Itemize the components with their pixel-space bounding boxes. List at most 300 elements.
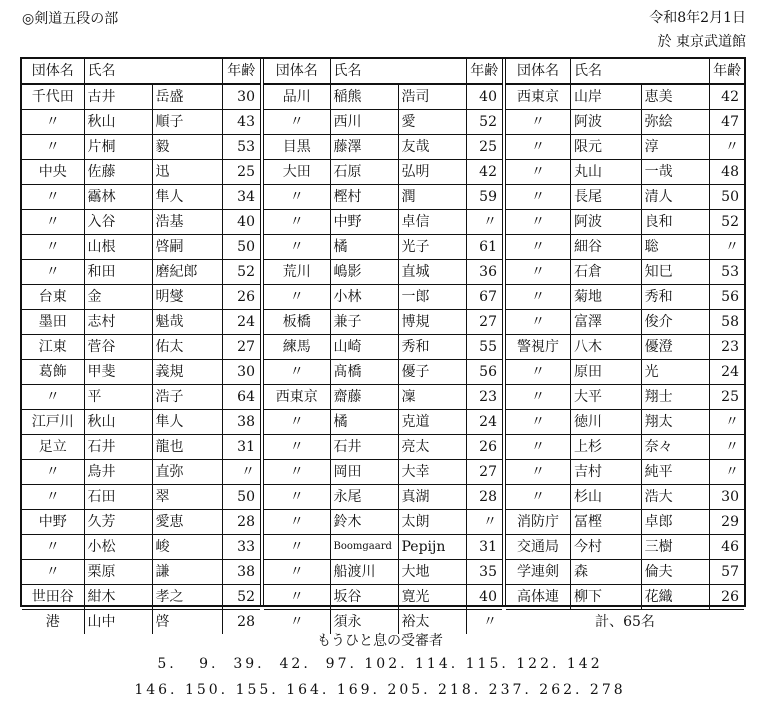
- group-cell: 葛飾: [22, 360, 84, 385]
- group-cell: 〃: [264, 535, 330, 560]
- table-row: [264, 410, 502, 435]
- table-row: [264, 135, 502, 160]
- given-name-cell: 磨紀郎: [152, 260, 222, 285]
- surname-cell: 杉山: [571, 485, 642, 510]
- surname-cell: 今村: [571, 535, 642, 560]
- group-cell: 〃: [506, 235, 571, 260]
- age-cell: 46: [710, 535, 744, 560]
- given-name-cell: 聡: [641, 235, 710, 260]
- age-cell: 26: [466, 435, 502, 460]
- group-cell: 〃: [22, 110, 84, 135]
- table-row: [264, 460, 502, 485]
- table-row: [264, 485, 502, 510]
- table-row: [506, 310, 744, 335]
- age-cell: 40: [466, 585, 502, 610]
- age-cell: 53: [222, 135, 260, 160]
- table-row: [22, 435, 260, 460]
- table-row: [506, 560, 744, 585]
- group-cell: 江東: [22, 335, 84, 360]
- surname-cell: 栗原: [84, 560, 152, 585]
- surname-cell: 石井: [330, 435, 398, 460]
- age-cell: 31: [466, 535, 502, 560]
- group-cell: 〃: [22, 460, 84, 485]
- age-cell: 27: [466, 460, 502, 485]
- surname-cell: 入谷: [84, 210, 152, 235]
- table-row: [506, 185, 744, 210]
- age-cell: 〃: [710, 410, 744, 435]
- table-row: [264, 285, 502, 310]
- age-cell: 61: [466, 235, 502, 260]
- given-name-cell: 謙: [152, 560, 222, 585]
- given-name-cell: 直城: [398, 260, 466, 285]
- age-cell: 40: [466, 84, 502, 110]
- given-name-cell: 弥絵: [641, 110, 710, 135]
- group-cell: 〃: [506, 185, 571, 210]
- surname-cell: 鳥井: [84, 460, 152, 485]
- group-cell: 西東京: [506, 84, 571, 110]
- table-row: [264, 160, 502, 185]
- given-name-cell: 峻: [152, 535, 222, 560]
- table-row: [506, 510, 744, 535]
- table-row: [506, 585, 744, 610]
- table-row: [22, 385, 260, 410]
- surname-cell: 稲熊: [330, 84, 398, 110]
- table-row: [506, 235, 744, 260]
- age-cell: 64: [222, 385, 260, 410]
- table-row: [264, 535, 502, 560]
- surname-cell: 金: [84, 285, 152, 310]
- group-cell: 〃: [22, 385, 84, 410]
- given-name-cell: 翠: [152, 485, 222, 510]
- given-name-cell: 浩基: [152, 210, 222, 235]
- group-cell: 目黒: [264, 135, 330, 160]
- given-name-cell: 愛恵: [152, 510, 222, 535]
- group-cell: 〃: [264, 110, 330, 135]
- group-cell: 〃: [264, 285, 330, 310]
- table-row: [264, 110, 502, 135]
- table-row: [264, 310, 502, 335]
- surname-cell: 小松: [84, 535, 152, 560]
- table-row: [506, 485, 744, 510]
- surname-cell: 髙橋: [330, 360, 398, 385]
- age-cell: 59: [466, 185, 502, 210]
- surname-cell: 兼子: [330, 310, 398, 335]
- surname-cell: 紺木: [84, 585, 152, 610]
- given-name-cell: 隼人: [152, 410, 222, 435]
- given-name-cell: 魁哉: [152, 310, 222, 335]
- group-cell: 〃: [264, 560, 330, 585]
- age-cell: 55: [466, 335, 502, 360]
- table-row: [264, 560, 502, 585]
- age-cell: 38: [222, 410, 260, 435]
- age-cell: 〃: [710, 235, 744, 260]
- surname-cell: 橘: [330, 410, 398, 435]
- given-name-cell: 克道: [398, 410, 466, 435]
- age-cell: 67: [466, 285, 502, 310]
- group-cell: 〃: [506, 285, 571, 310]
- given-name-cell: 明燮: [152, 285, 222, 310]
- given-name-cell: 光子: [398, 235, 466, 260]
- surname-cell: 森: [571, 560, 642, 585]
- given-name-cell: 卓郎: [641, 510, 710, 535]
- surname-cell: 佐藤: [84, 160, 152, 185]
- table-row: [506, 410, 744, 435]
- table-row: [264, 335, 502, 360]
- group-cell: 〃: [264, 210, 330, 235]
- table-row: [506, 210, 744, 235]
- header-group: 団体名: [506, 59, 571, 84]
- surname-cell: 西川: [330, 110, 398, 135]
- table-row: [22, 260, 260, 285]
- surname-cell: 阿波: [571, 110, 642, 135]
- table-row: [264, 260, 502, 285]
- given-name-cell: 毅: [152, 135, 222, 160]
- group-cell: 〃: [264, 235, 330, 260]
- age-cell: 〃: [483, 614, 497, 630]
- table-row: [22, 360, 260, 385]
- total-count: 計、65名: [595, 614, 655, 630]
- age-cell: 38: [222, 560, 260, 585]
- group-cell: 〃: [22, 135, 84, 160]
- given-name-cell: 凜: [398, 385, 466, 410]
- given-name-cell: 秀和: [641, 285, 710, 310]
- age-cell: 26: [710, 585, 744, 610]
- surname-cell: 徳川: [571, 410, 642, 435]
- age-cell: 〃: [710, 460, 744, 485]
- age-cell: 57: [710, 560, 744, 585]
- surname-cell: 丸山: [571, 160, 642, 185]
- surname-cell: 石原: [330, 160, 398, 185]
- given-name-cell: 大地: [398, 560, 466, 585]
- table-row: [264, 360, 502, 385]
- group-cell: 〃: [264, 610, 330, 635]
- table-row: [22, 310, 260, 335]
- surname-cell: 細谷: [571, 235, 642, 260]
- age-cell: 43: [222, 110, 260, 135]
- group-cell: 世田谷: [22, 585, 84, 610]
- table-row: [506, 435, 744, 460]
- age-cell: 26: [222, 285, 260, 310]
- group-cell: 板橋: [264, 310, 330, 335]
- age-cell: 24: [466, 410, 502, 435]
- table-row: [506, 360, 744, 385]
- group-cell: 警視庁: [506, 335, 571, 360]
- header-age: 年齢: [710, 59, 744, 84]
- header-name: 氏名: [571, 59, 710, 84]
- group-cell: 学連剣: [506, 560, 571, 585]
- group-cell: 〃: [22, 185, 84, 210]
- surname-cell: Boomgaard: [330, 535, 398, 560]
- surname-cell: 大平: [571, 385, 642, 410]
- given-name-cell: 倫夫: [641, 560, 710, 585]
- group-cell: 〃: [506, 485, 571, 510]
- table-row: [22, 160, 260, 185]
- surname-cell: 須永: [330, 610, 398, 635]
- table-row: [264, 84, 502, 110]
- surname-cell: 和田: [84, 260, 152, 285]
- given-name-cell: 一哉: [641, 160, 710, 185]
- table-row: [506, 160, 744, 185]
- age-cell: 27: [222, 335, 260, 360]
- surname-cell: 志村: [84, 310, 152, 335]
- age-cell: 30: [710, 485, 744, 510]
- group-cell: 〃: [506, 110, 571, 135]
- table-row: [22, 84, 260, 110]
- group-cell: 〃: [506, 310, 571, 335]
- given-name-cell: 博規: [398, 310, 466, 335]
- age-cell: 25: [710, 385, 744, 410]
- surname-cell: 嶋影: [330, 260, 398, 285]
- age-cell: 53: [710, 260, 744, 285]
- given-name-cell: 花織: [641, 585, 710, 610]
- header-name: 氏名: [330, 59, 466, 84]
- surname-cell: 柳下: [571, 585, 642, 610]
- age-cell: 〃: [710, 135, 744, 160]
- table-row: [506, 535, 744, 560]
- age-cell: 50: [222, 485, 260, 510]
- group-cell: 〃: [264, 185, 330, 210]
- table-row: [506, 260, 744, 285]
- group-cell: 交通局: [506, 535, 571, 560]
- given-name-cell: 光: [641, 360, 710, 385]
- surname-cell: 永尾: [330, 485, 398, 510]
- group-cell: 〃: [506, 160, 571, 185]
- given-name-cell: 浩大: [641, 485, 710, 510]
- panel-1-body: [22, 59, 260, 634]
- surname-cell: 鈴木: [330, 510, 398, 535]
- surname-cell: 山中: [84, 610, 152, 635]
- group-cell: 〃: [22, 210, 84, 235]
- age-cell: 28: [222, 510, 260, 535]
- given-name-cell: 順子: [152, 110, 222, 135]
- age-cell: 56: [466, 360, 502, 385]
- header-name: 氏名: [84, 59, 222, 84]
- age-cell: 50: [710, 185, 744, 210]
- group-cell: 千代田: [22, 84, 84, 110]
- group-cell: 消防庁: [506, 510, 571, 535]
- table-row: [506, 385, 744, 410]
- results-panel-2: [264, 59, 506, 630]
- group-cell: 西東京: [264, 385, 330, 410]
- group-cell: 〃: [264, 410, 330, 435]
- given-name-cell: 愛: [398, 110, 466, 135]
- surname-cell: 齋藤: [330, 385, 398, 410]
- age-cell: 27: [466, 310, 502, 335]
- given-name-cell: 秀和: [398, 335, 466, 360]
- given-name-cell: 啓: [152, 610, 222, 635]
- given-name-cell: 義規: [152, 360, 222, 385]
- surname-cell: 上杉: [571, 435, 642, 460]
- group-cell: 足立: [22, 435, 84, 460]
- given-name-cell: 恵美: [641, 84, 710, 110]
- given-name-cell: 翔士: [641, 385, 710, 410]
- age-cell: 〃: [710, 435, 744, 460]
- table-row: [506, 84, 744, 110]
- surname-cell: 靍林: [84, 185, 152, 210]
- exam-date: 令和8年2月1日: [649, 10, 746, 26]
- given-name-cell: 弘明: [398, 160, 466, 185]
- surname-cell: 中野: [330, 210, 398, 235]
- table-row: [22, 285, 260, 310]
- age-cell: 52: [466, 110, 502, 135]
- age-cell: 25: [466, 135, 502, 160]
- given-name-cell: 一郎: [398, 285, 466, 310]
- surname-cell: 石倉: [571, 260, 642, 285]
- age-cell: 48: [710, 160, 744, 185]
- group-cell: 〃: [264, 435, 330, 460]
- header-group: 団体名: [264, 59, 330, 84]
- given-name-cell: 岳盛: [152, 84, 222, 110]
- results-panel-3: [506, 59, 744, 630]
- group-cell: 〃: [22, 560, 84, 585]
- retest-numbers-line-1: 5. 9. 39. 42. 97. 102. 114. 115. 122. 142: [157, 656, 603, 672]
- given-name-cell: 翔太: [641, 410, 710, 435]
- age-cell: 28: [237, 614, 255, 630]
- table-row: [506, 460, 744, 485]
- surname-cell: 冨樫: [571, 510, 642, 535]
- given-name-cell: 卓信: [398, 210, 466, 235]
- header-group: 団体名: [22, 59, 84, 84]
- surname-cell: 片桐: [84, 135, 152, 160]
- age-cell: 〃: [466, 210, 502, 235]
- surname-cell: 小林: [330, 285, 398, 310]
- given-name-cell: 知巳: [641, 260, 710, 285]
- table-row: [22, 110, 260, 135]
- age-cell: 24: [710, 360, 744, 385]
- given-name-cell: 浩子: [152, 385, 222, 410]
- group-cell: 大田: [264, 160, 330, 185]
- surname-cell: 富澤: [571, 310, 642, 335]
- surname-cell: 橘: [330, 235, 398, 260]
- given-name-cell: 奈々: [641, 435, 710, 460]
- given-name-cell: 友哉: [398, 135, 466, 160]
- given-name-cell: 優子: [398, 360, 466, 385]
- age-cell: 42: [710, 84, 744, 110]
- group-cell: 〃: [22, 485, 84, 510]
- age-cell: 23: [710, 335, 744, 360]
- group-cell: 〃: [506, 410, 571, 435]
- given-name-cell: 三樹: [641, 535, 710, 560]
- group-cell: 〃: [506, 360, 571, 385]
- surname-cell: 樫村: [330, 185, 398, 210]
- group-cell: 高体連: [506, 585, 571, 610]
- table-row: [22, 585, 260, 610]
- given-name-cell: 浩司: [398, 84, 466, 110]
- surname-cell: 山根: [84, 235, 152, 260]
- given-name-cell: 清人: [641, 185, 710, 210]
- given-name-cell: 寛光: [398, 585, 466, 610]
- age-cell: 29: [710, 510, 744, 535]
- surname-cell: 秋山: [84, 110, 152, 135]
- group-cell: 港: [22, 610, 84, 635]
- surname-cell: 石田: [84, 485, 152, 510]
- age-cell: 30: [222, 360, 260, 385]
- surname-cell: 石井: [84, 435, 152, 460]
- table-row: [264, 435, 502, 460]
- table-row: [264, 385, 502, 410]
- given-name-cell: 大幸: [398, 460, 466, 485]
- given-name-cell: 孝之: [152, 585, 222, 610]
- surname-cell: 菊地: [571, 285, 642, 310]
- given-name-cell: 純平: [641, 460, 710, 485]
- table-row: [506, 110, 744, 135]
- age-cell: 〃: [466, 510, 502, 535]
- table-row: [506, 285, 744, 310]
- group-cell: 中央: [22, 160, 84, 185]
- surname-cell: 久芳: [84, 510, 152, 535]
- retest-title: もうひと息の受審者: [317, 633, 443, 649]
- age-cell: 47: [710, 110, 744, 135]
- table-row: [264, 510, 502, 535]
- table-row: [22, 410, 260, 435]
- age-cell: 56: [710, 285, 744, 310]
- group-cell: 〃: [264, 360, 330, 385]
- age-cell: 50: [222, 235, 260, 260]
- age-cell: 52: [222, 585, 260, 610]
- given-name-cell: 直弥: [152, 460, 222, 485]
- given-name-cell: 亮太: [398, 435, 466, 460]
- group-cell: 練馬: [264, 335, 330, 360]
- surname-cell: 山岸: [571, 84, 642, 110]
- age-cell: 24: [222, 310, 260, 335]
- group-cell: 〃: [506, 135, 571, 160]
- age-cell: 25: [222, 160, 260, 185]
- given-name-cell: 太朗: [398, 510, 466, 535]
- section-title: ◎剣道五段の部: [22, 11, 119, 27]
- surname-cell: 原田: [571, 360, 642, 385]
- panel-3-body: [506, 59, 744, 634]
- table-row: [22, 210, 260, 235]
- age-cell: 42: [466, 160, 502, 185]
- age-cell: 31: [222, 435, 260, 460]
- table-row: [22, 460, 260, 485]
- group-cell: 〃: [264, 460, 330, 485]
- group-cell: 〃: [506, 385, 571, 410]
- group-cell: 〃: [506, 210, 571, 235]
- given-name-cell: 潤: [398, 185, 466, 210]
- table-row: [264, 210, 502, 235]
- surname-cell: 長尾: [571, 185, 642, 210]
- group-cell: 〃: [506, 460, 571, 485]
- given-name-cell: Pepijn: [398, 535, 466, 560]
- header-age: 年齢: [466, 59, 502, 84]
- given-name-cell: 裕太: [398, 610, 466, 635]
- group-cell: 台東: [22, 285, 84, 310]
- table-row: [264, 585, 502, 610]
- table-row: [22, 235, 260, 260]
- table-row: [22, 335, 260, 360]
- surname-cell: 山崎: [330, 335, 398, 360]
- group-cell: 〃: [264, 485, 330, 510]
- group-cell: 墨田: [22, 310, 84, 335]
- group-cell: 〃: [22, 235, 84, 260]
- table-row: [506, 135, 744, 160]
- age-cell: 52: [222, 260, 260, 285]
- given-name-cell: 隼人: [152, 185, 222, 210]
- surname-cell: 甲斐: [84, 360, 152, 385]
- table-row: [22, 510, 260, 535]
- table-row: [22, 560, 260, 585]
- surname-cell: 藤澤: [330, 135, 398, 160]
- table-row: [22, 185, 260, 210]
- given-name-cell: 淳: [641, 135, 710, 160]
- age-cell: 34: [222, 185, 260, 210]
- group-cell: 〃: [22, 535, 84, 560]
- surname-cell: 限元: [571, 135, 642, 160]
- given-name-cell: 佑太: [152, 335, 222, 360]
- group-cell: 品川: [264, 84, 330, 110]
- surname-cell: 坂谷: [330, 585, 398, 610]
